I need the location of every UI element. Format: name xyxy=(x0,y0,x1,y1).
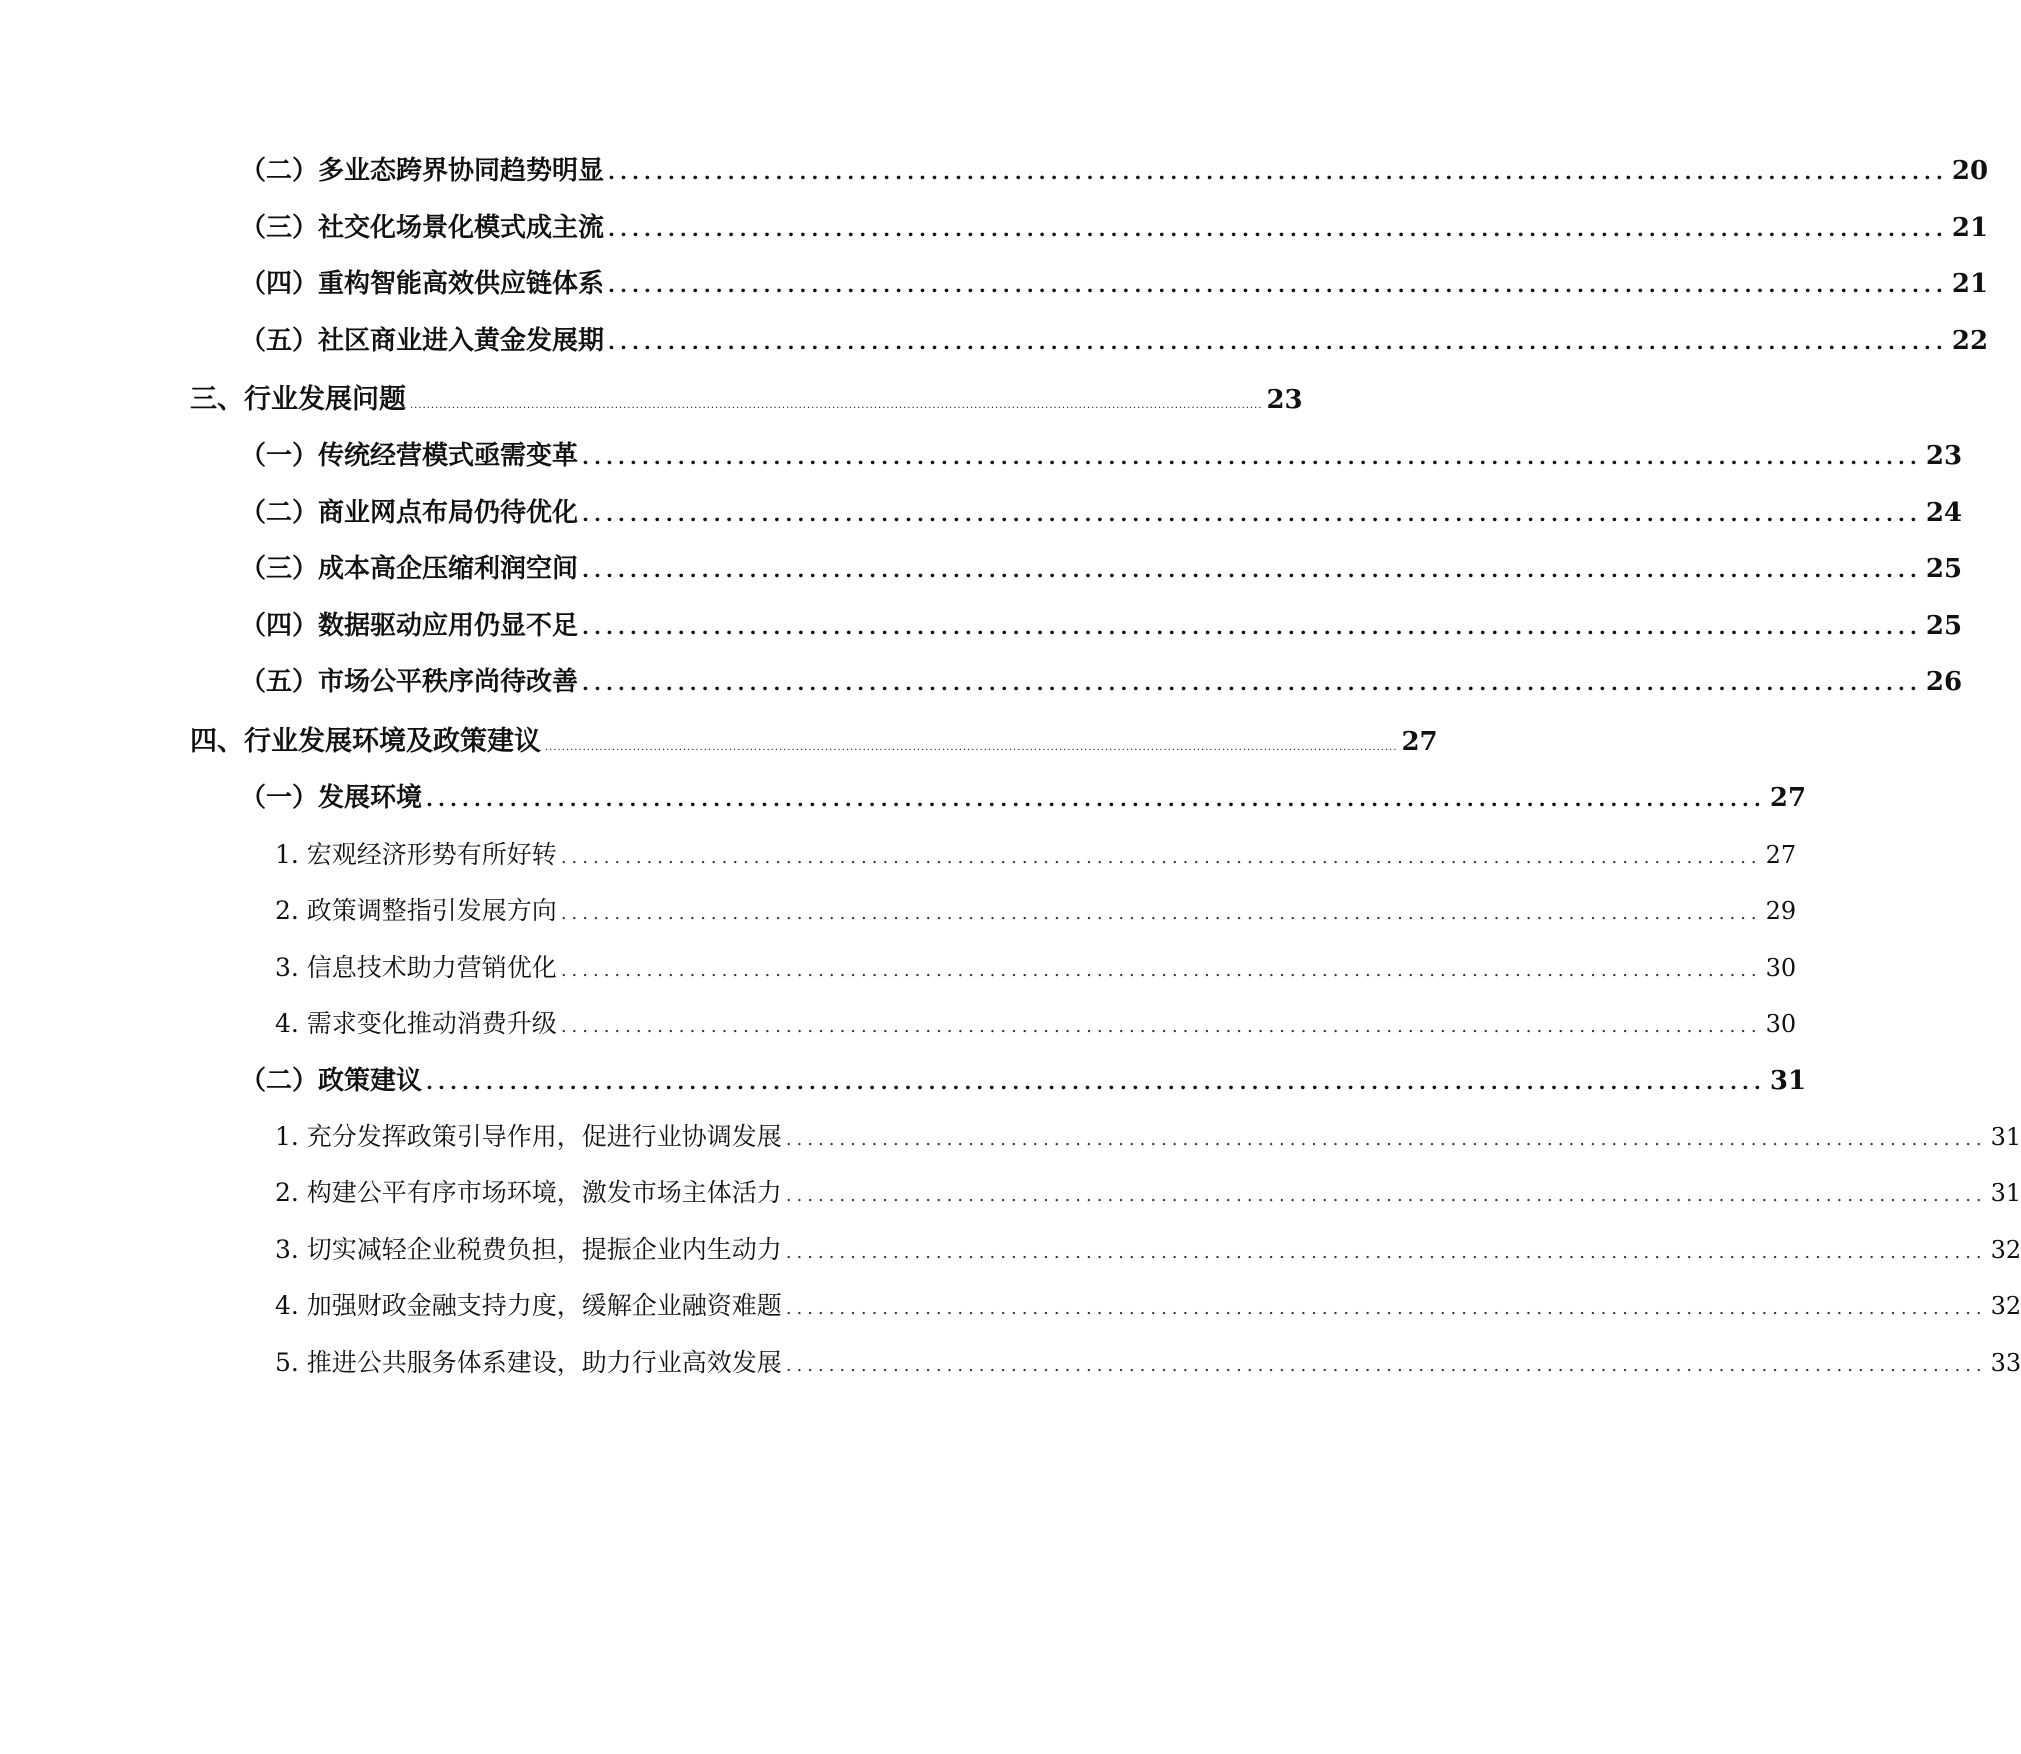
toc-entry-label: （一）发展环境 xyxy=(240,783,423,813)
toc-entry[interactable] xyxy=(240,435,1963,472)
toc-page-number: 21 xyxy=(1951,213,1989,243)
toc-entry-label: 四、行业发展环境及政策建议 xyxy=(190,726,541,757)
toc-page-number: 31 xyxy=(1990,1123,2021,1151)
toc-page-number: 26 xyxy=(1925,667,1963,697)
toc-entry-label: （一）传统经营模式亟需变革 xyxy=(240,441,579,471)
toc-dot-leader: ................................................................................................................ xyxy=(582,615,1922,639)
toc-entry[interactable] xyxy=(275,1117,2021,1153)
toc-dot-leader: ................................................................................................................ xyxy=(560,847,1762,868)
toc-dot-leader: ................................................................................................................ xyxy=(785,1129,1987,1150)
toc-page-number: 27 xyxy=(1769,783,1807,813)
toc-dot-leader: ............................................................................................................................................................................................................ xyxy=(410,400,1263,411)
toc-entry-label: 2. 政策调整指引发展方向 xyxy=(275,896,557,925)
toc-page-number: 29 xyxy=(1765,897,1797,925)
toc-dot-leader: ................................................................................................................ xyxy=(608,273,1948,297)
toc-dot-leader: ................................................................................................................ xyxy=(582,502,1922,526)
toc-page-number: 33 xyxy=(1990,1349,2021,1377)
toc-dot-leader: ................................................................................................................ xyxy=(582,671,1922,695)
toc-entry[interactable] xyxy=(240,150,1989,187)
toc-entry[interactable] xyxy=(240,320,1989,357)
toc-entry[interactable] xyxy=(275,891,1797,927)
toc-entry-label: 三、行业发展问题 xyxy=(190,384,406,415)
toc-page-number: 27 xyxy=(1765,841,1797,869)
toc-page-number: 31 xyxy=(1769,1066,1807,1096)
toc-dot-leader: ................................................................................................................ xyxy=(582,558,1922,582)
toc-dot-leader: ................................................................................................................ xyxy=(560,1016,1762,1037)
toc-entry-label: （二）商业网点布局仍待优化 xyxy=(240,498,579,528)
toc-dot-leader: ................................................................................................................ xyxy=(785,1185,1987,1206)
toc-entry[interactable] xyxy=(190,719,1438,758)
toc-page-number: 21 xyxy=(1951,269,1989,299)
toc-dot-leader: ................................................................................................................ xyxy=(582,445,1922,469)
toc-entry-label: 5. 推进公共服务体系建设，助力行业高效发展 xyxy=(275,1348,782,1377)
toc-entry[interactable] xyxy=(240,777,1807,814)
toc-dot-leader: ................................................................................................................ xyxy=(426,1070,1766,1094)
toc-dot-leader: ................................................................................................................ xyxy=(608,330,1948,354)
toc-page-number: 30 xyxy=(1765,954,1797,982)
toc-entry[interactable] xyxy=(240,661,1963,698)
toc-entry-label: 4. 需求变化推动消费升级 xyxy=(275,1009,557,1038)
toc-page-number: 32 xyxy=(1990,1236,2021,1264)
toc-entry-label: 3. 信息技术助力营销优化 xyxy=(275,953,557,982)
toc-dot-leader: ................................................................................................................ xyxy=(608,217,1948,241)
toc-entry[interactable] xyxy=(275,948,1797,984)
toc-page-number: 31 xyxy=(1990,1179,2021,1207)
toc-dot-leader: ................................................................................................................ xyxy=(426,787,1766,811)
toc-entry-label: （五）社区商业进入黄金发展期 xyxy=(240,326,605,356)
toc-entry-label: 2. 构建公平有序市场环境，激发市场主体活力 xyxy=(275,1178,782,1207)
toc-page-number: 23 xyxy=(1925,441,1963,471)
toc-entry[interactable] xyxy=(190,377,1303,416)
toc-page-number: 32 xyxy=(1990,1292,2021,1320)
toc-entry-label: （三）社交化场景化模式成主流 xyxy=(240,213,605,243)
toc-entry-label: （二）多业态跨界协同趋势明显 xyxy=(240,156,605,186)
toc-entry[interactable] xyxy=(240,1060,1807,1097)
toc-entry-label: 1. 宏观经济形势有所好转 xyxy=(275,840,557,869)
toc-page-number: 27 xyxy=(1401,727,1438,757)
toc-entry[interactable] xyxy=(240,492,1963,529)
toc-entry-label: 1. 充分发挥政策引导作用，促进行业协调发展 xyxy=(275,1122,782,1151)
toc-page-number: 25 xyxy=(1925,554,1963,584)
toc-entry-label: 3. 切实减轻企业税费负担，提振企业内生动力 xyxy=(275,1235,782,1264)
toc-page-number: 23 xyxy=(1266,385,1303,415)
toc-dot-leader: ................................................................................................................ xyxy=(785,1298,1987,1319)
toc-entry[interactable] xyxy=(275,1230,2021,1266)
toc-entry[interactable] xyxy=(275,1343,2021,1379)
toc-entry-label: （四）数据驱动应用仍显不足 xyxy=(240,611,579,641)
toc-entry[interactable] xyxy=(240,207,1989,244)
toc-entry[interactable] xyxy=(240,548,1963,585)
toc-entry-label: （二）政策建议 xyxy=(240,1066,423,1096)
toc-page-number: 20 xyxy=(1951,156,1989,186)
toc-page-number: 25 xyxy=(1925,611,1963,641)
toc-entry[interactable] xyxy=(275,1286,2021,1322)
toc-entry[interactable] xyxy=(240,263,1989,300)
toc-entry[interactable] xyxy=(275,835,1797,871)
toc-entry[interactable] xyxy=(240,605,1963,642)
toc-entry-label: （四）重构智能高效供应链体系 xyxy=(240,269,605,299)
toc-page-number: 24 xyxy=(1925,498,1963,528)
toc-entry-label: 4. 加强财政金融支持力度，缓解企业融资难题 xyxy=(275,1291,782,1320)
toc-entry[interactable] xyxy=(275,1004,1797,1040)
toc-page-number: 30 xyxy=(1765,1010,1797,1038)
toc-dot-leader: ................................................................................................................ xyxy=(608,160,1948,184)
toc-dot-leader: ............................................................................................................................................................................................................ xyxy=(545,742,1398,753)
toc-dot-leader: ................................................................................................................ xyxy=(560,960,1762,981)
toc-entry-label: （三）成本高企压缩利润空间 xyxy=(240,554,579,584)
toc-entry-label: （五）市场公平秩序尚待改善 xyxy=(240,667,579,697)
toc-entry[interactable] xyxy=(275,1173,2021,1209)
toc-page-number: 22 xyxy=(1951,326,1989,356)
toc-dot-leader: ................................................................................................................ xyxy=(785,1355,1987,1376)
toc-dot-leader: ................................................................................................................ xyxy=(785,1242,1987,1263)
toc-dot-leader: ................................................................................................................ xyxy=(560,903,1762,924)
